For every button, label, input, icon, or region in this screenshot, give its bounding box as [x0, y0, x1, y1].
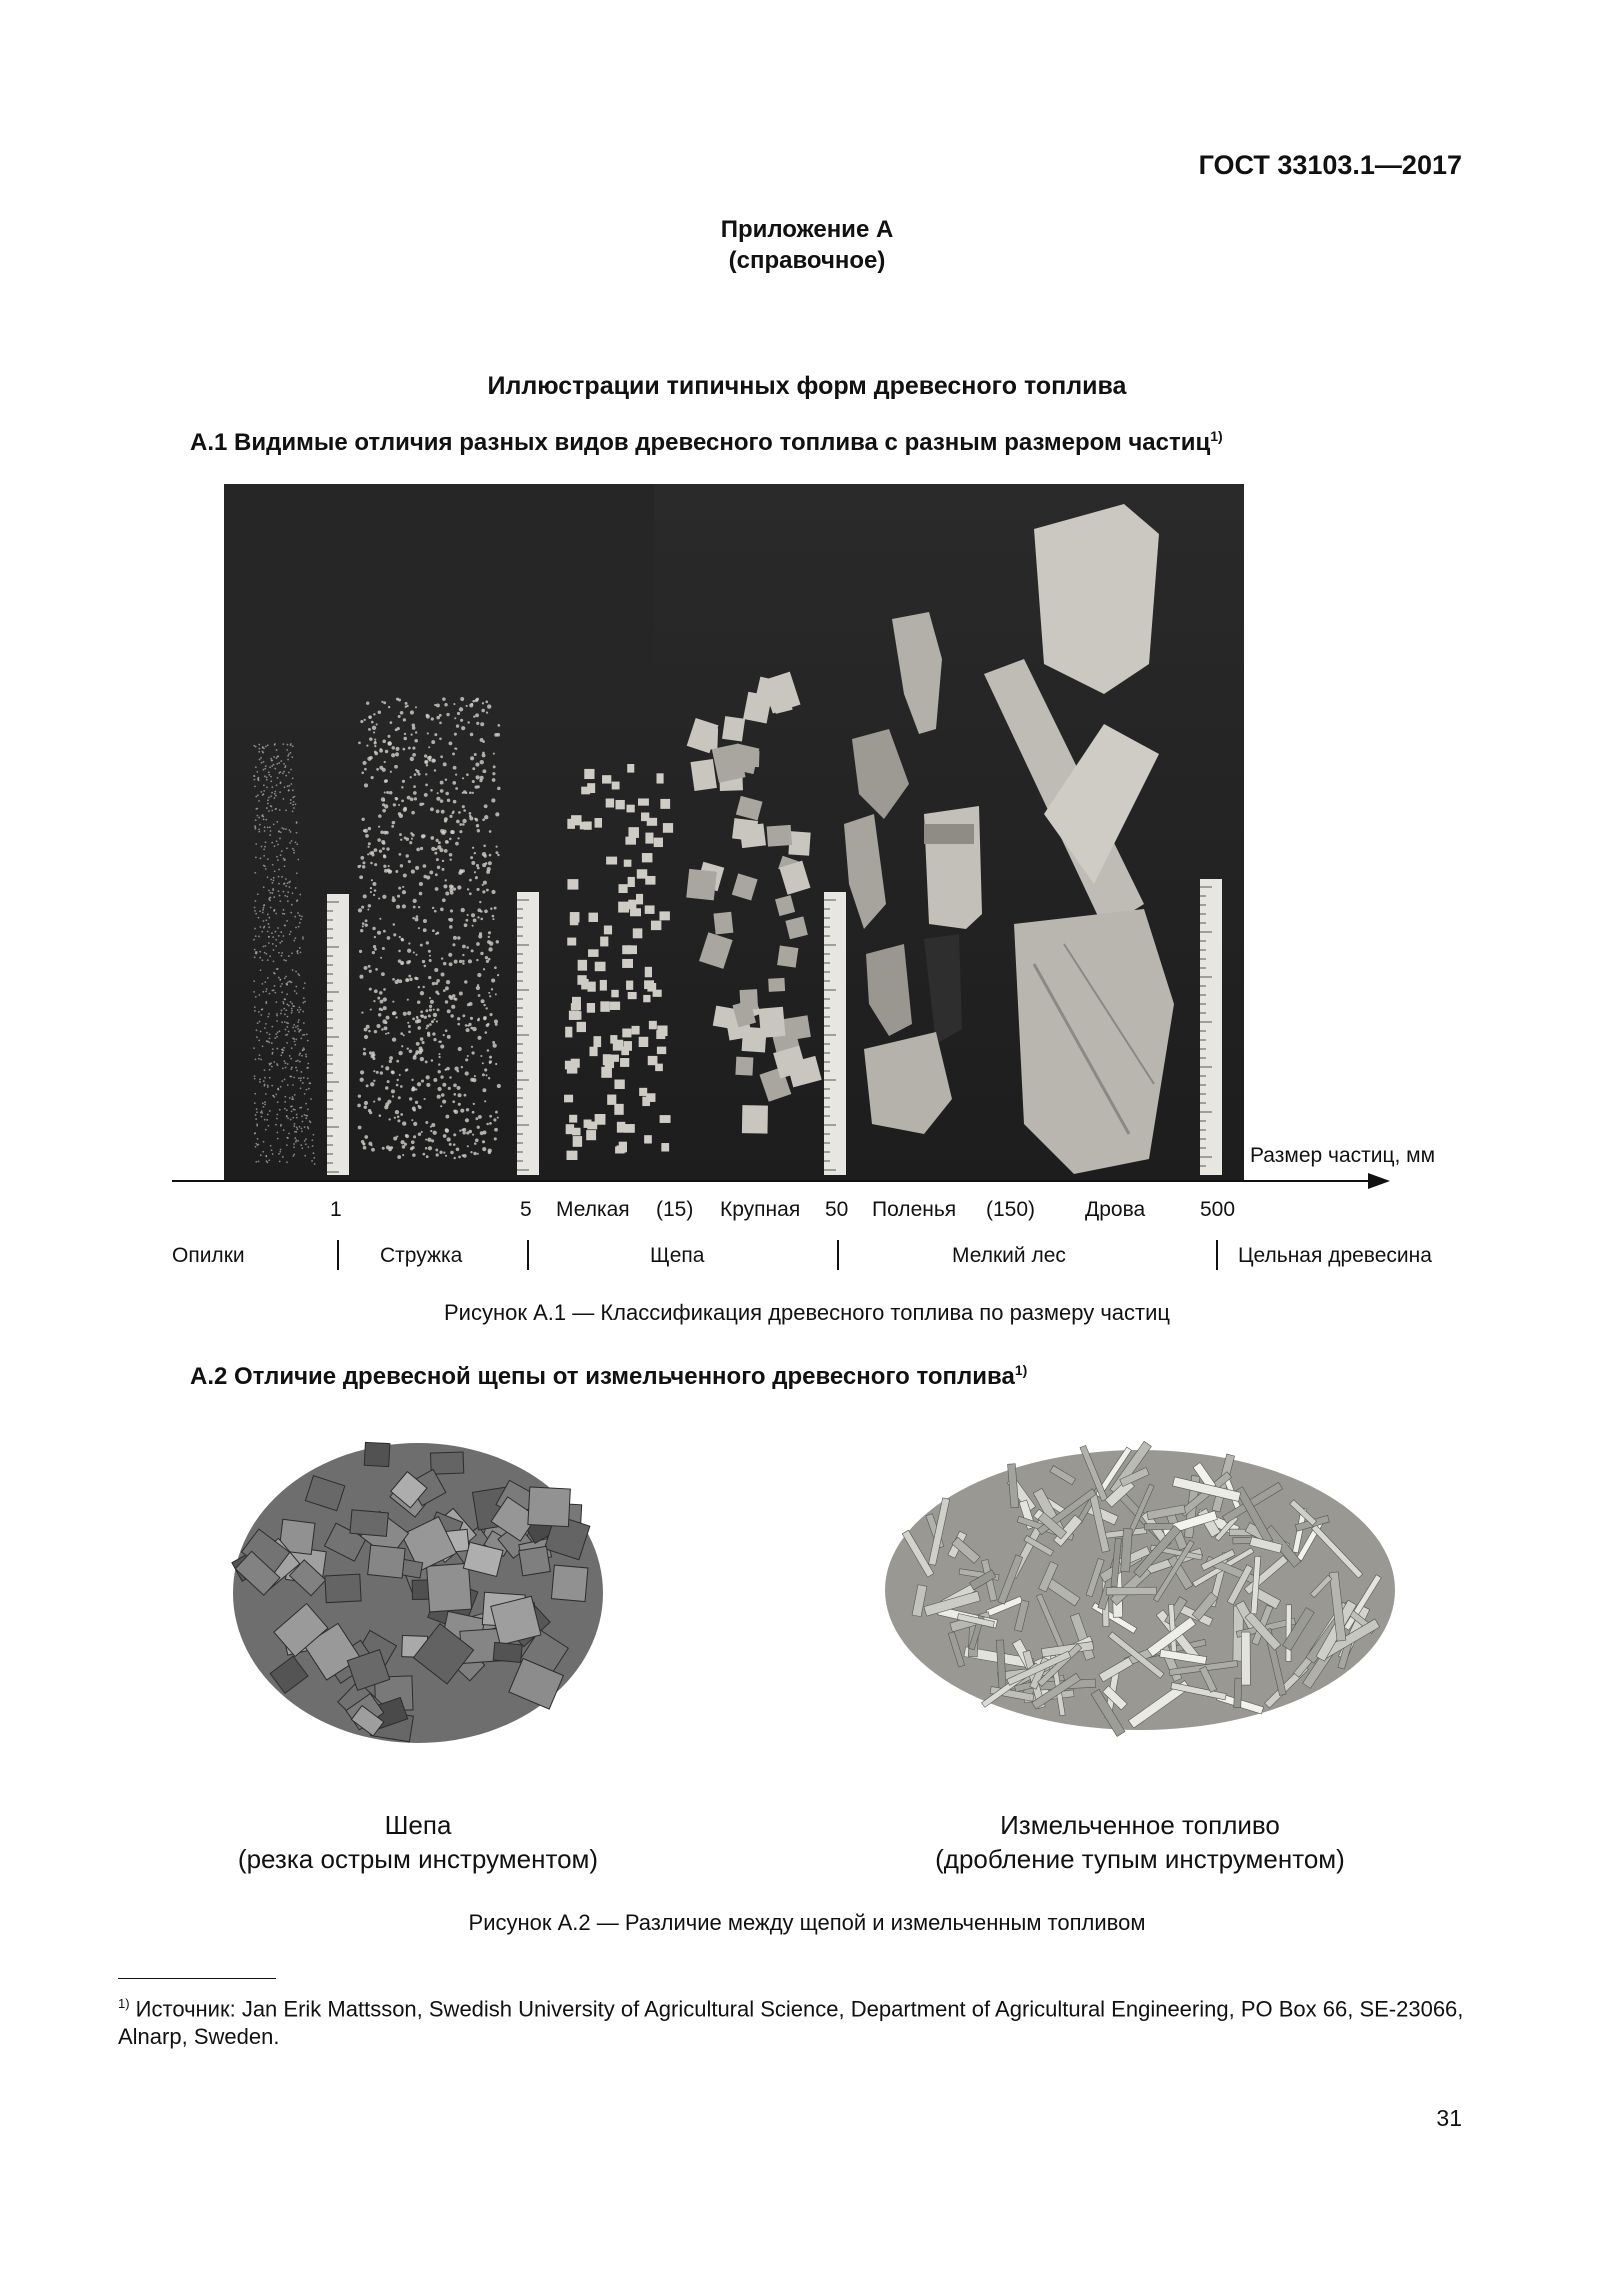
- class-label: Стружка: [380, 1244, 463, 1267]
- section-a2-heading: [190, 1362, 1027, 1391]
- tick-label: (150): [986, 1198, 1036, 1221]
- footnote-text: Источник: Jan Erik Mattsson, Swedish University of Agricultural Science, Department of Agricultural Engineering, PO Box 66, SE-23066, Alnarp, Sweden.: [118, 1996, 1464, 2050]
- class-separator: [1216, 1240, 1218, 1270]
- footnote-mark: 1): [118, 1996, 130, 2011]
- class-label: Щепа: [650, 1244, 705, 1267]
- wood-chips-photo: [208, 1418, 628, 1758]
- tick-label: Поленья: [872, 1198, 957, 1221]
- shredded-fuel-photo: [870, 1420, 1410, 1750]
- class-separator: [527, 1240, 529, 1270]
- footnote-ref: 1): [1014, 1362, 1028, 1378]
- document-code: ГОСТ 33103.1—2017: [1198, 150, 1462, 180]
- tick-label: Мелкая: [556, 1198, 630, 1221]
- class-separator: [837, 1240, 839, 1270]
- appendix-title: Приложение А: [720, 216, 894, 243]
- wood-fuel-size-photo: [224, 484, 1244, 1181]
- size-axis-arrow-icon: [1368, 1173, 1390, 1189]
- tick-label: Крупная: [720, 1198, 801, 1221]
- footnote-rule: [118, 1978, 276, 1979]
- tick-label: 1: [330, 1198, 342, 1221]
- tick-label: Дрова: [1085, 1198, 1146, 1221]
- section-a1-heading: [190, 428, 1223, 457]
- shredded-caption: [880, 1808, 1400, 1876]
- tick-label: 500: [1200, 1198, 1236, 1221]
- shredded-title: Измельченное топливо: [1000, 1810, 1280, 1840]
- page-number: 31: [1436, 2105, 1462, 2131]
- chips-title: Шепа: [384, 1810, 452, 1840]
- class-separator: [337, 1240, 339, 1270]
- chips-subtitle: (резка острым инструментом): [237, 1844, 599, 1874]
- appendix-subtitle: (справочное): [728, 247, 886, 274]
- shredded-subtitle: (дробление тупым инструментом): [935, 1844, 1345, 1874]
- axis-label: Размер частиц, мм: [1250, 1144, 1436, 1167]
- tick-label: 5: [520, 1198, 532, 1221]
- figure1-caption: Рисунок А.1 — Классификация древесного топлива по размеру частиц: [444, 1300, 1170, 1325]
- figure2-caption: Рисунок А.2 — Различие между щепой и измельченным топливом: [468, 1910, 1146, 1935]
- main-title: Иллюстрации типичных форм древесного топлива: [487, 372, 1127, 400]
- footnote-ref: 1): [1210, 428, 1223, 444]
- tick-label: (15): [656, 1198, 694, 1221]
- section-a1-title: А.1 Видимые отличия разных видов древесного топлива с разным размером частиц: [190, 429, 1211, 456]
- section-a2-title: А.2 Отличие древесной щепы от измельченного древесного топлива: [190, 1363, 1015, 1390]
- chips-caption: [178, 1808, 658, 1876]
- footnote: [118, 1990, 1468, 2051]
- class-label: Опилки: [172, 1244, 245, 1267]
- size-axis-line: [172, 1180, 1370, 1182]
- class-label: Цельная древесина: [1238, 1244, 1432, 1267]
- tick-label: 50: [825, 1198, 849, 1221]
- class-label: Мелкий лес: [952, 1244, 1066, 1267]
- appendix-heading: [0, 214, 1614, 276]
